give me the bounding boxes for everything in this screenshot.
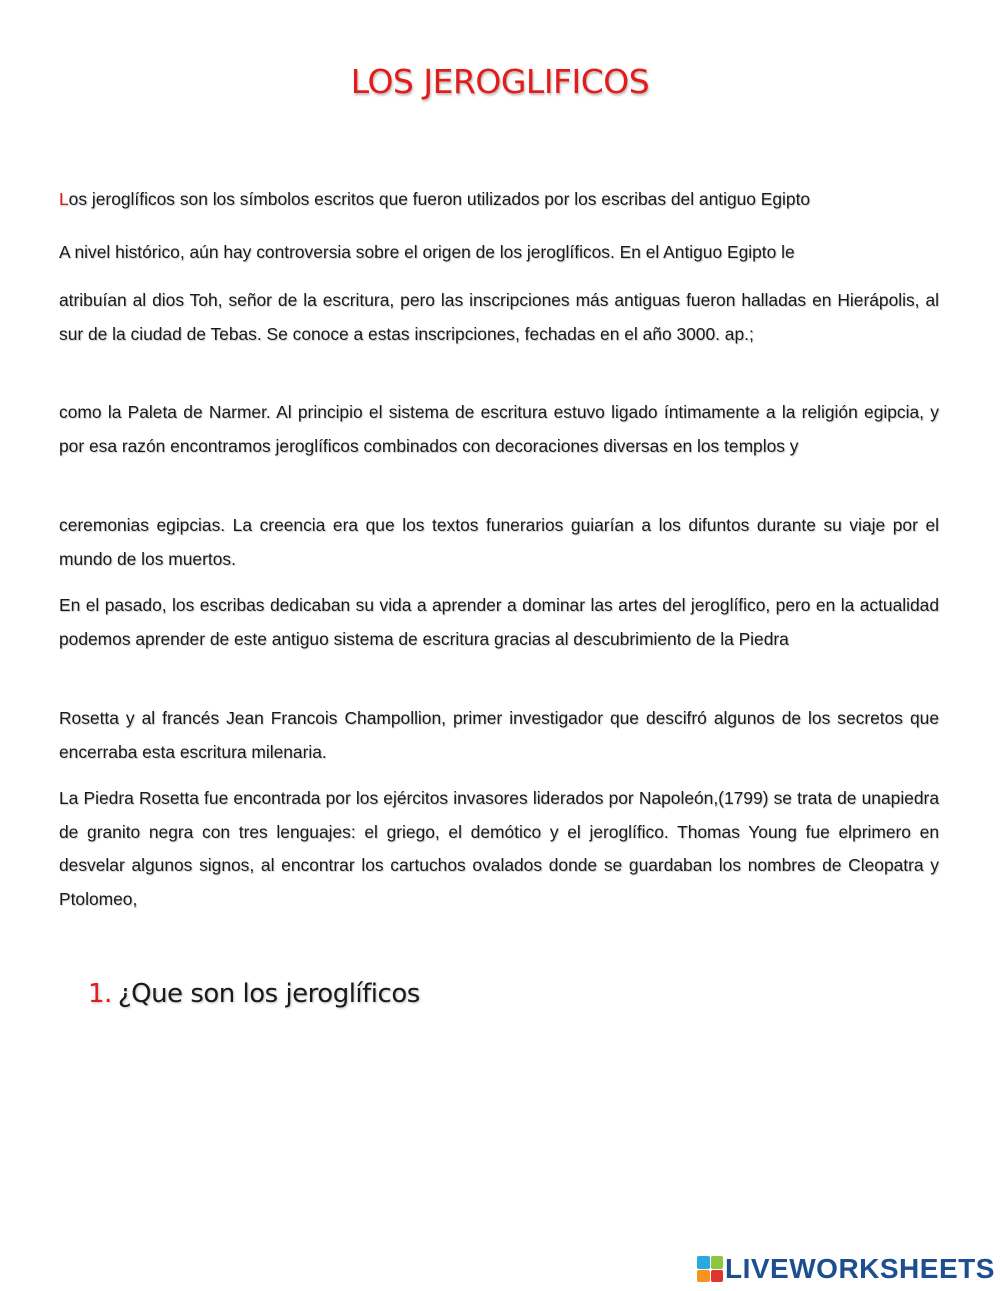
paragraph-champollion: Rosetta y al francés Jean Francois Champollion, primer investigador que descifró algunos de los secretos que encerraba esta escritura milenaria. (59, 708, 939, 762)
question-text: ¿Que son los jeroglíficos (117, 979, 420, 1009)
question-number: 1. (88, 979, 112, 1009)
paragraph-narmer: como la Paleta de Narmer. Al principio el sistema de escritura estuvo ligado íntimamente a la religión egipcia, y por esa razón encontramos jeroglíficos combinados con decoraciones diversas en los templos y (59, 402, 939, 456)
liveworksheets-logo-icon (697, 1256, 723, 1282)
paragraph-intro-text: os jeroglíficos son los símbolos escritos que fueron utilizados por los escribas del antiguo Egipto (68, 189, 811, 209)
paragraph-origin: A nivel histórico, aún hay controversia sobre el origen de los jeroglíficos. En el Antiguo Egipto le (59, 242, 795, 262)
page-title: LOS JEROGLIFICOS (350, 62, 650, 101)
paragraph-rosetta: La Piedra Rosetta fue encontrada por los ejércitos invasores liderados por Napoleón,(1799) se trata de unapiedra de granito negra con tres lenguajes: el griego, el demótico y el jeroglífico. Thomas Young fue elprimero en desvelar algunos signos, al encontrar los cartuchos ovalados donde se guardaban los nombres de Cleopatra y Ptolomeo, (59, 788, 939, 909)
liveworksheets-brand (697, 1253, 995, 1285)
drop-initial: L (59, 189, 69, 209)
paragraph-toh: atribuían al dios Toh, señor de la escritura, pero las inscripciones más antiguas fueron halladas en Hierápolis, al sur de la ciudad de Tebas. Se conoce a estas inscripciones, fechadas en el año 3000. ap.; (59, 290, 939, 344)
question-1 (88, 979, 420, 1009)
paragraph-ceremonies: ceremonias egipcias. La creencia era que los textos funerarios guiarían a los difuntos durante su viaje por el mundo de los muertos. (59, 515, 939, 569)
paragraph-scribes: En el pasado, los escribas dedicaban su vida a aprender a dominar las artes del jeroglífico, pero en la actualidad podemos aprender de este antiguo sistema de escritura gracias al descubrimiento de la Piedra (59, 595, 939, 649)
paragraph-intro (59, 183, 939, 217)
brand-name: LIVEWORKSHEETS (725, 1253, 995, 1284)
